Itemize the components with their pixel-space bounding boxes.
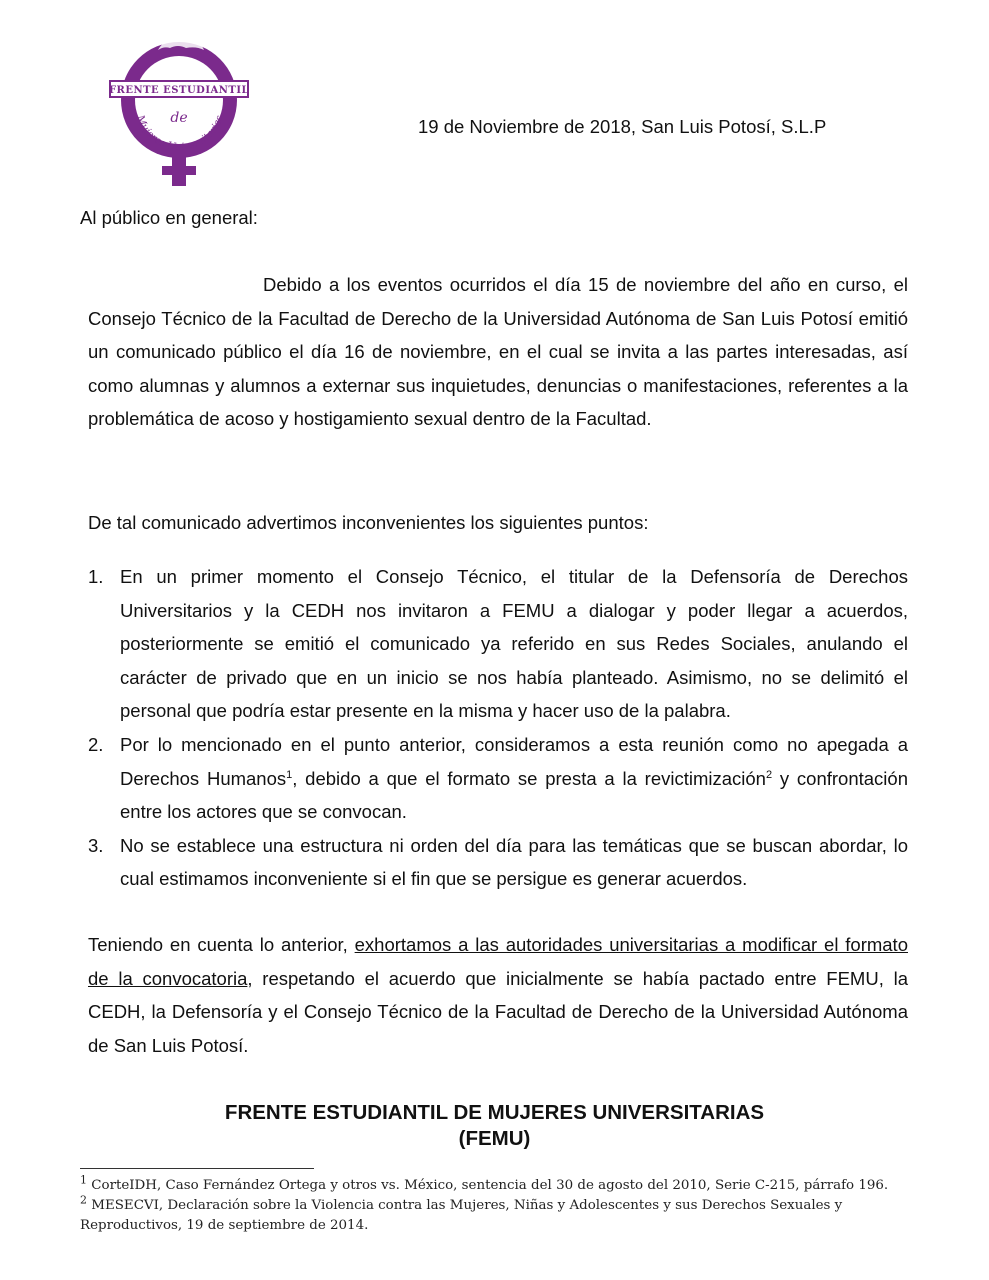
list-item-number: 2. xyxy=(88,733,104,755)
footnote-ref: 1 xyxy=(286,768,293,781)
list-item xyxy=(88,728,908,829)
conclusion-underlined: exhortamos a las autoridades universitarias a modificar el formato de la convocatoria xyxy=(88,934,908,989)
footnote-mark: 1 xyxy=(80,1173,87,1187)
femu-logo xyxy=(106,28,256,188)
paragraph-intro xyxy=(88,268,908,436)
list-item xyxy=(88,560,908,728)
footnote-mark: 2 xyxy=(80,1193,87,1207)
logo-top-text: FRENTE ESTUDIANTIL xyxy=(108,85,250,96)
list-item-text: En un primer momento el Consejo Técnico, el titular de la Defensoría de Derechos Universitarios y la CEDH nos invitaron a FEMU a dialogar y poder llegar a acuerdos, posteriormente se emitió el comunicado ya referido en sus Redes Sociales, anulando el carácter de privado que en un inicio se nos había planteado. Asimismo, no se delimitó el personal que podría estar presente en la misma y hacer uso de la palabra. xyxy=(120,566,908,722)
footnote-text: MESECVI, Declaración sobre la Violencia contra las Mujeres, Niñas y Adolescentes y sus Derechos Sexuales y Reproductivos, 19 de septiembre de 2014. xyxy=(80,1198,843,1233)
paragraph-intro-text: Debido a los eventos ocurridos el día 15 de noviembre del año en curso, el Consejo Técnico de la Facultad de Derecho de la Universidad Autónoma de San Luis Potosí emitió un comunicado público el día 16 de noviembre, en el cual se invita a las partes interesadas, así como alumnas y alumnos a externar sus inquietudes, denuncias o manifestaciones, referentes a la problemática de acoso y hostigamiento sexual dentro de la Facultad. xyxy=(88,274,908,430)
footnote-text: CorteIDH, Caso Fernández Ortega y otros vs. México, sentencia del 30 de agosto del 2010, Serie C-215, párrafo 196. xyxy=(87,1178,889,1193)
signature-line1: FRENTE ESTUDIANTIL DE MUJERES UNIVERSITARIAS xyxy=(224,1101,765,1124)
list-item-text-part: Por lo mencionado en el punto anterior, consideramos a esta reunión como no apegada a Derechos Humanos xyxy=(120,733,908,789)
points-list xyxy=(88,560,908,896)
list-item xyxy=(88,829,908,896)
footnote-ref: 2 xyxy=(765,768,773,781)
logo-arc-text: Mujeres Universitarias xyxy=(134,113,226,154)
venus-cross-bar xyxy=(162,166,196,175)
list-item-text-part: , debido a que el formato se presta a la revictimización xyxy=(292,767,766,789)
logo-de-text: de xyxy=(170,110,188,126)
footnote xyxy=(80,1173,910,1196)
signature-block xyxy=(0,1100,989,1152)
paragraph-conclusion xyxy=(88,928,908,1062)
footnotes xyxy=(80,1173,910,1236)
list-item-number: 1. xyxy=(88,566,104,587)
conclusion-rest: , respetando el acuerdo que inicialmente se había pactado entre FEMU, la CEDH, la Defensoría y el Consejo Técnico de la Facultad de Derecho de la Universidad Autónoma de San Luis Potosí. xyxy=(88,967,909,1056)
list-item-text-part: y confrontación entre los actores que se convocan. xyxy=(120,767,908,823)
list-item-number: 3. xyxy=(88,834,104,856)
paragraph-points-intro: De tal comunicado advertimos inconvenientes los siguientes puntos: xyxy=(88,512,649,533)
list-item-text: No se establece una estructura ni orden del día para las temáticas que se buscan abordar, lo cual estimamos inconveniente si el fin que se persigue es generar acuerdos. xyxy=(120,834,908,890)
greeting: Al público en general: xyxy=(80,207,258,228)
footnote xyxy=(80,1193,910,1236)
footnote-divider xyxy=(80,1168,314,1169)
date-line: 19 de Noviembre de 2018, San Luis Potosí, S.L.P xyxy=(418,116,827,137)
list-item-text xyxy=(120,734,908,822)
signature-line2: (FEMU) xyxy=(458,1127,531,1150)
conclusion-lead: Teniendo en cuenta lo anterior, xyxy=(88,934,355,955)
